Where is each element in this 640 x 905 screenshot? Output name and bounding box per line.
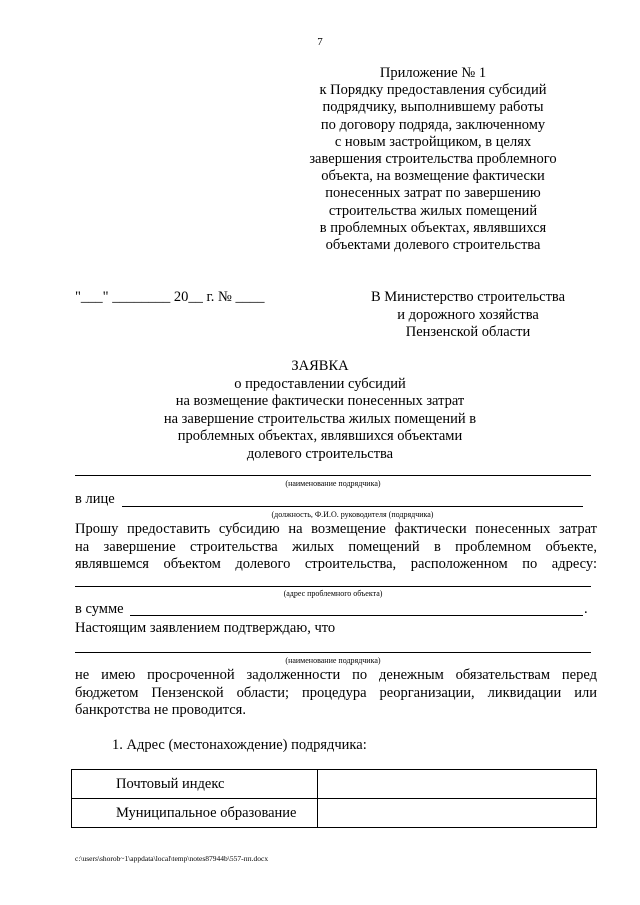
appendix-line: в проблемных объектах, являвшихся — [319, 219, 547, 236]
in-person-label: в лице — [75, 491, 115, 507]
title-line: на возмещение фактически понесенных затрат — [175, 393, 465, 409]
section-address-heading: 1. Адрес (местонахождение) подрядчика: — [112, 737, 367, 753]
request-paragraph — [75, 521, 597, 574]
recipient-line: и дорожного хозяйства — [397, 306, 539, 323]
request-line: на завершение строительства жилых помещений в проблемном объекте, — [75, 538, 597, 555]
page-number: 7 — [317, 36, 323, 48]
title-line: на завершение строительства жилых помещений в — [163, 410, 477, 427]
contractor-name-field-2[interactable] — [75, 652, 591, 653]
contractor-name-field[interactable] — [75, 475, 591, 476]
sum-field[interactable] — [130, 615, 583, 616]
appendix-line: объекта, на возмещение фактически — [321, 168, 545, 185]
caption-position-name: (должность, Ф.И.О. руководителя (подрядчика) — [271, 510, 434, 519]
table-row — [72, 770, 597, 799]
row-label: Муниципальное образование — [72, 799, 318, 828]
title-line: о предоставлении субсидий — [234, 375, 406, 392]
appendix-line: по договору подряда, заключенному — [320, 116, 546, 133]
confirm-text: Настоящим заявлением подтверждаю, что — [75, 620, 336, 636]
request-line: Прошу предоставить субсидию на возмещение фактически понесенных затрат — [75, 521, 597, 537]
representative-field[interactable] — [122, 506, 583, 507]
statement-line: бюджетом Пензенской области; процедура реорганизации, ликвидации или — [75, 684, 597, 701]
caption-contractor-name: (наименование подрядчика) — [285, 479, 381, 488]
appendix-header — [300, 65, 566, 254]
postal-code-cell[interactable] — [318, 770, 597, 799]
caption-object-address: (адрес проблемного объекта) — [283, 589, 383, 598]
row-label: Почтовый индекс — [72, 770, 318, 799]
statement-line: не имею просроченной задолженности по денежным обязательствам перед — [75, 667, 597, 683]
appendix-line: понесенных затрат по завершению — [325, 185, 541, 202]
table-row — [72, 799, 597, 828]
sum-label: в сумме — [75, 601, 124, 617]
footer-file-path: c:\users\shorob~1\appdata\local\temp\notes87944b\557-пп.docx — [75, 854, 269, 863]
statement-paragraph — [75, 667, 597, 702]
title-line: проблемных объектах, являвшихся объектами — [177, 428, 463, 444]
recipient-line: В Министерство строительства — [370, 289, 565, 305]
request-line: являвшемся объектом долевого строительства, расположенном по адресу: — [75, 556, 597, 572]
recipient-block — [355, 289, 581, 342]
appendix-line: Приложение № 1 — [379, 65, 487, 81]
caption-contractor-name-2: (наименование подрядчика) — [285, 656, 381, 665]
application-title — [120, 358, 520, 463]
appendix-line: строительства жилых помещений — [328, 202, 538, 219]
object-address-field[interactable] — [75, 586, 591, 587]
appendix-line: подрядчику, выполнившему работы — [322, 99, 544, 116]
title-line: долевого строительства — [246, 445, 394, 462]
address-table — [71, 769, 597, 828]
appendix-line: к Порядку предоставления субсидий — [319, 82, 547, 99]
appendix-line: объектами долевого строительства — [325, 237, 541, 254]
appendix-line: завершения строительства проблемного — [309, 151, 557, 168]
date-number-line: "___" ________ 20__ г. № ____ — [75, 289, 265, 305]
recipient-line: Пензенской области — [405, 324, 531, 340]
title-heading: ЗАЯВКА — [291, 358, 349, 374]
appendix-line: с новым застройщиком, в целях — [334, 133, 532, 150]
sum-end: . — [584, 601, 588, 617]
municipality-cell[interactable] — [318, 799, 597, 828]
statement-last-line: банкротства не проводится. — [75, 702, 246, 718]
